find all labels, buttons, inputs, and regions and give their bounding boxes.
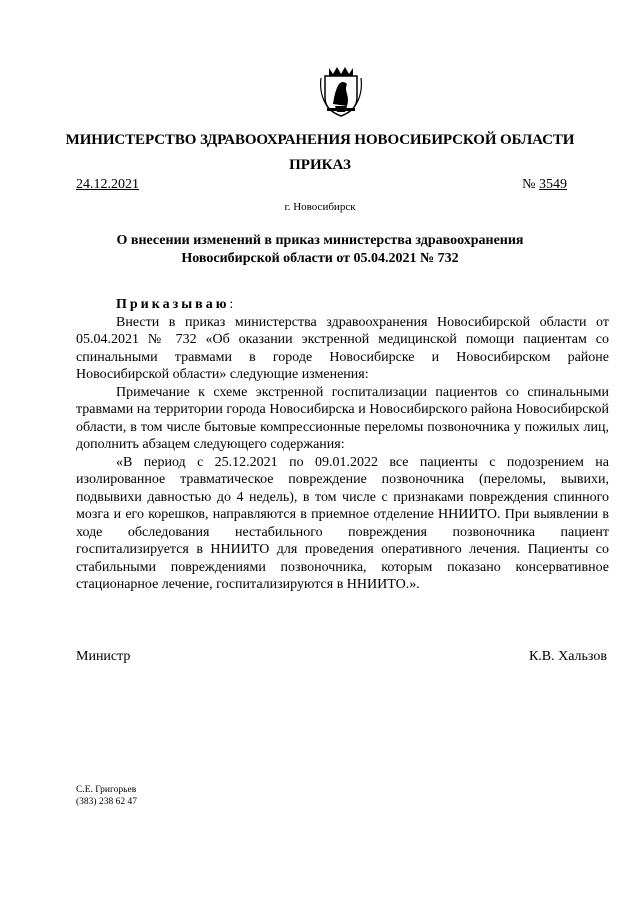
body-paragraph-3: «В период с 25.12.2021 по 09.01.2022 все пациенты с подозрением на изолированное травматическое повреждение позвоночника (переломы, вывихи, подвывихи давностью до 4 недель), в том числе с признаками повреждения спинного мозга и его корешков, направляются в приемное отделение ННИИТО. При выявлении в ходе обследования нестабильного повреждения позвоночника пациент госпитализируется в ННИИТО для проведения оперативного лечения. Пациенты со стабильными повреждениями позвоночника, которым показано консервативное стационарное лечение, госпитализируются в ННИИТО.».: [76, 454, 609, 592]
body-paragraph-2: Примечание к схеме экстренной госпитализации пациентов со спинальными травмами на территории города Новосибирска и Новосибирского района Новосибирской области, в том числе бытовые компрессионные переломы позвоночника у пожилых лиц, дополнить абзацем следующего содержания:: [76, 384, 609, 452]
author-name: С.Е. Григорьев: [76, 785, 137, 795]
number-value: 3549: [539, 177, 567, 192]
author-phone: (383) 238 62 47: [76, 797, 137, 807]
city-label: г. Новосибирск: [284, 201, 356, 213]
lead-suffix: :: [229, 297, 234, 312]
ministry-name: МИНИСТЕРСТВО ЗДРАВООХРАНЕНИЯ НОВОСИБИРСКОЙ ОБЛАСТИ: [65, 132, 575, 148]
subject-line-2: Новосибирской области от 05.04.2021 № 732: [181, 251, 459, 266]
document-type-title: ПРИКАЗ: [289, 157, 351, 173]
signatory-role: Министр: [76, 649, 131, 664]
body-paragraph-1: Внести в приказ министерства здравоохранения Новосибирской области от 05.04.2021 № 732 «Об оказании экстренной медицинской помощи пациентам со спинальными травмами в городе Новосибирске и Новосибирском районе Новосибирской области» следующие изменения:: [76, 314, 609, 382]
coat-of-arms-icon: [317, 64, 365, 118]
order-body: [76, 296, 609, 594]
order-number: [522, 177, 567, 193]
order-date: 24.12.2021: [76, 177, 139, 192]
number-prefix: №: [522, 177, 536, 192]
order-subject: [0, 232, 640, 268]
author-contact: [76, 784, 137, 808]
subject-line-1: О внесении изменений в приказ министерства здравоохранения: [116, 233, 524, 248]
lead-paragraph: [76, 296, 609, 314]
lead-word: Приказываю: [116, 297, 230, 312]
signatory-name: К.В. Хальзов: [528, 649, 607, 664]
